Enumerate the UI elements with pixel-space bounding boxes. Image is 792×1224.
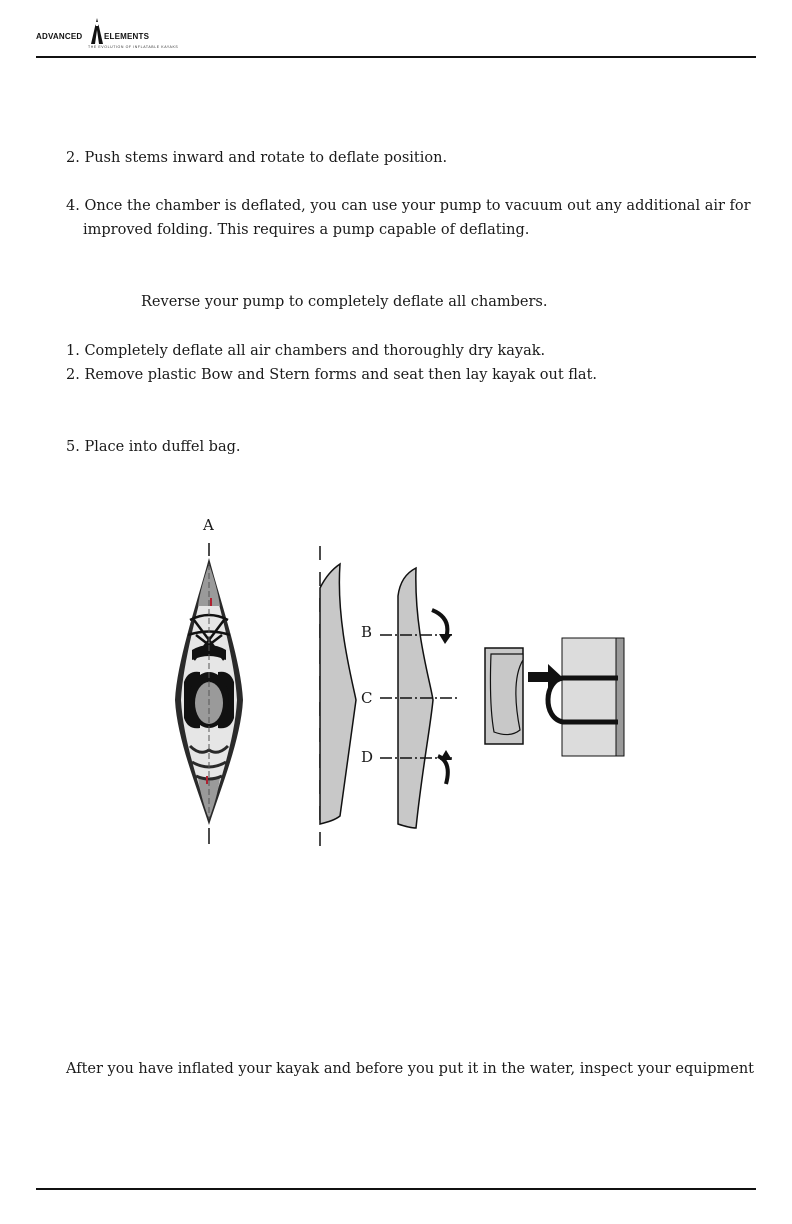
brand-name-right: ELEMENTS: [104, 32, 150, 41]
step-push-stems: 2. Push stems inward and rotate to deflate position.: [66, 150, 448, 166]
brand-logo: [36, 16, 179, 52]
tip-reverse-pump: Reverse your pump to completely deflate all chambers.: [141, 294, 548, 310]
fold-step-2: 2. Remove plastic Bow and Stern forms and seat then lay kayak out flat.: [66, 367, 598, 383]
brand-tagline: THE EVOLUTION OF INFLATABLE KAYAKS: [88, 45, 179, 49]
brand-name-left: ADVANCED: [36, 32, 83, 41]
step-chamber-deflated-line-2: improved folding. This requires a pump capable of deflating.: [83, 222, 530, 238]
into-bag-arrow-icon: [528, 664, 562, 690]
folded-kayak-bundle: [485, 648, 523, 744]
kayak-folded-lengthwise: [320, 546, 356, 850]
folding-diagram: [160, 510, 640, 860]
fold-step-1: 1. Completely deflate all air chambers and thoroughly dry kayak.: [66, 343, 546, 359]
figure-label-d: D: [361, 748, 374, 766]
inspect-equipment-text: After you have inflated your kayak and before you put it in the water, inspect your equipment: [66, 1061, 754, 1077]
kayak-top-view: [175, 543, 243, 844]
fold-step-5: 5. Place into duffel bag.: [66, 439, 241, 455]
footer-rule: [36, 1188, 756, 1190]
figure-label-c: C: [361, 689, 373, 707]
figure-label-b: B: [361, 623, 373, 641]
figure-label-a: A: [203, 516, 214, 534]
duffel-bag-icon: [548, 638, 624, 756]
kayak-fold-lines: [380, 568, 460, 828]
step-chamber-deflated-line-1: 4. Once the chamber is deflated, you can use your pump to vacuum out any additional air for: [66, 198, 751, 214]
header-rule: [36, 56, 756, 58]
